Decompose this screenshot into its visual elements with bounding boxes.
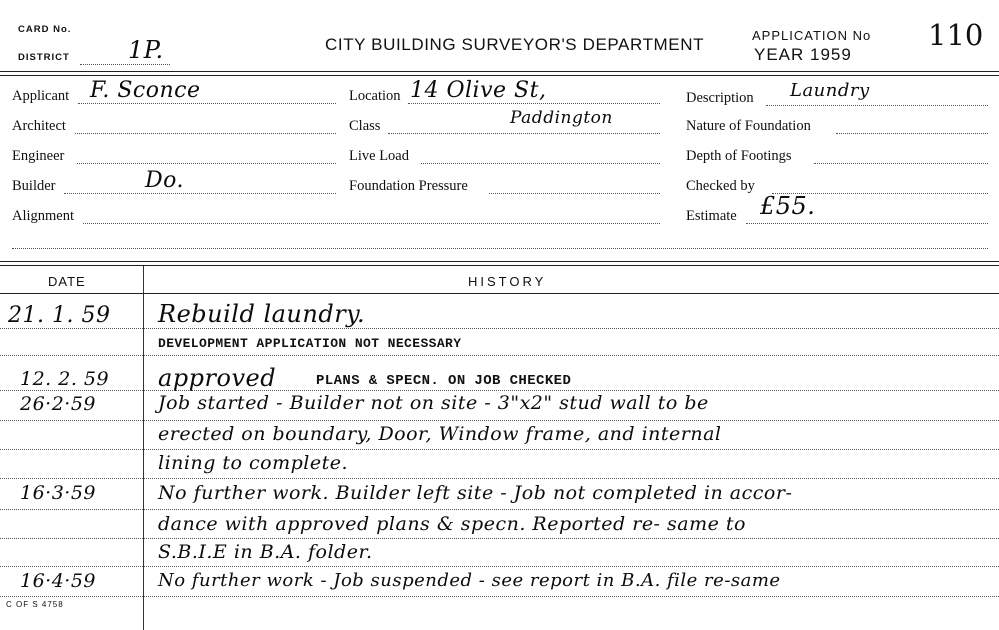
description-value: Laundry <box>790 80 870 101</box>
applicant-line <box>78 103 336 104</box>
extra-line <box>12 248 988 249</box>
engineer-line <box>77 163 336 164</box>
depth-of-footings-label: Depth of Footings <box>686 148 792 164</box>
history-header: HISTORY <box>468 274 547 289</box>
district-label: DISTRICT <box>18 52 70 63</box>
nature-of-foundation-label: Nature of Foundation <box>686 118 811 134</box>
alignment-label: Alignment <box>12 208 75 224</box>
foundation-pressure-line <box>489 193 660 194</box>
date-column-divider <box>143 266 144 630</box>
history-entry: S.B.I.E in B.A. folder. <box>158 541 373 563</box>
district-line <box>80 64 170 65</box>
form-code: C OF S 4758 <box>6 600 64 609</box>
header-rule-2 <box>0 75 999 76</box>
history-stamp-checked: PLANS & SPECN. ON JOB CHECKED <box>316 373 572 389</box>
card-no-label: CARD No. <box>18 24 72 35</box>
builder-value: Do. <box>145 168 184 193</box>
date-header: DATE <box>48 274 86 289</box>
builder-label: Builder <box>12 178 56 194</box>
alignment-line <box>83 223 660 224</box>
depth-of-footings-line <box>814 163 988 164</box>
builder-line <box>64 193 336 194</box>
architect-label: Architect <box>12 118 66 134</box>
class-line <box>388 133 660 134</box>
history-entry: Job started - Builder not on site - 3"x2" stud wall to be <box>158 392 709 414</box>
history-stamp-development: DEVELOPMENT APPLICATION NOT NECESSARY <box>158 336 462 351</box>
history-date: 26·2·59 <box>20 393 97 415</box>
section-rule <box>0 261 999 262</box>
architect-line <box>75 133 336 134</box>
class-label: Class <box>349 118 381 134</box>
department-title: CITY BUILDING SURVEYOR'S DEPARTMENT <box>325 35 705 54</box>
live-load-line <box>421 163 660 164</box>
application-number: 110 <box>928 18 984 52</box>
history-date: 12. 2. 59 <box>20 368 110 390</box>
location-value: 14 Olive St, <box>410 78 547 103</box>
district-value: 1P. <box>128 36 164 64</box>
engineer-label: Engineer <box>12 148 65 164</box>
estimate-line <box>746 223 988 224</box>
history-entry: erected on boundary, Door, Window frame, and internal <box>158 423 722 445</box>
checked-by-label: Checked by <box>686 178 755 194</box>
year-label: YEAR 1959 <box>754 45 852 64</box>
description-label: Description <box>686 90 754 106</box>
location-label: Location <box>349 88 401 104</box>
history-header-rule <box>0 293 999 294</box>
history-entry: Rebuild laundry. <box>158 300 366 328</box>
history-entry: dance with approved plans & specn. Reported re- same to <box>158 513 746 535</box>
history-date: 16·4·59 <box>20 570 97 592</box>
description-line <box>766 105 988 106</box>
history-entry: No further work. Builder left site - Job not completed in accor- <box>158 482 793 504</box>
history-date: 21. 1. 59 <box>8 303 111 328</box>
history-entry: lining to complete. <box>158 452 349 474</box>
application-label: APPLICATION No <box>752 28 872 43</box>
location-line <box>408 103 660 104</box>
section-rule-2 <box>0 265 999 266</box>
history-entry: No further work - Job suspended - see report in B.A. file re-same <box>158 570 781 591</box>
live-load-label: Live Load <box>349 148 409 164</box>
history-date: 16·3·59 <box>20 482 97 504</box>
foundation-pressure-label: Foundation Pressure <box>349 178 468 194</box>
applicant-value: F. Sconce <box>90 78 201 103</box>
estimate-value: £55. <box>760 192 816 220</box>
applicant-label: Applicant <box>12 88 70 104</box>
estimate-label: Estimate <box>686 208 737 224</box>
history-entry: approved <box>158 364 277 392</box>
header-rule <box>0 71 999 72</box>
nature-of-foundation-line <box>836 133 988 134</box>
location-value-line2: Paddington <box>510 108 613 128</box>
